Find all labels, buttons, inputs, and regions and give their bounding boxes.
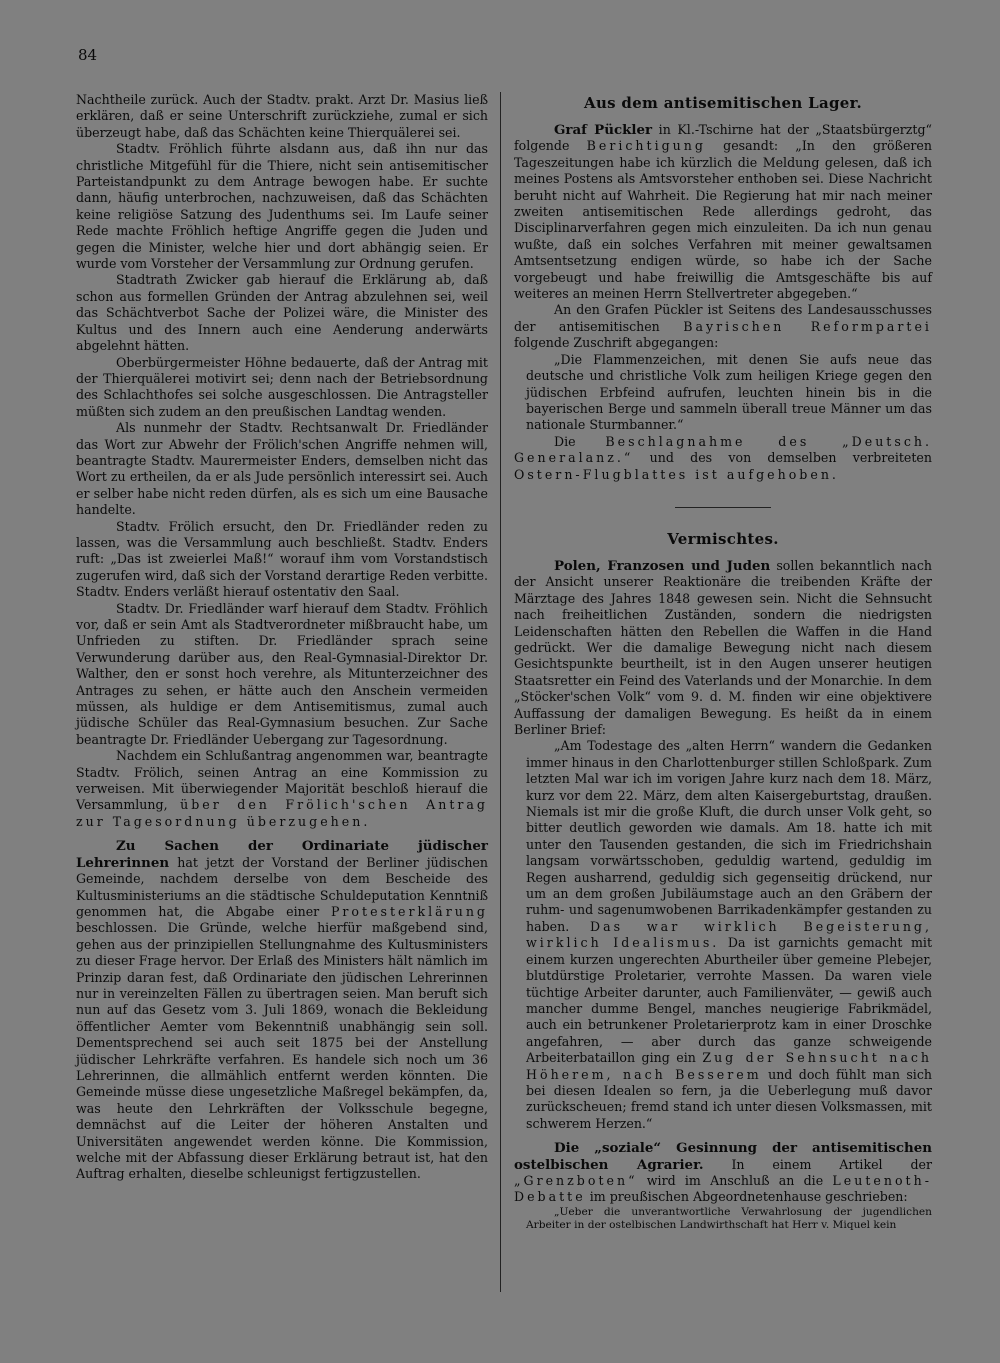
column-divider (500, 92, 501, 1292)
right-column (514, 92, 932, 1232)
article-lead: Polen, Franzosen und Juden (554, 557, 771, 574)
paragraph-text: Die (554, 433, 576, 449)
article-soziale (514, 1140, 932, 1206)
paragraph-text: hat jetzt der Vorstand der Berliner jüdischen Gemeinde, nachdem derselbe von dem Bescheide des Kultusministeriums an die städtische Schuldeputation Kenntniß genommen hat, die Abgabe einer (76, 854, 488, 919)
article-polen (514, 558, 932, 738)
page-number: 84 (78, 46, 98, 64)
paragraph: Stadtrath Zwicker gab hierauf die Erklärung ab, daß schon aus formellen Gründen der Antrag abzulehnen sei, weil das Schächtverbot Sache der Polizei wäre, die Minister des Kultus und des Innern auch eine Aenderung anderwärts abgelehnt hätten. (76, 272, 488, 354)
article-lead: Die „soziale“ Gesinnung der antisemitischen ostelbischen Agrarier. (514, 1140, 932, 1173)
paragraph (514, 434, 932, 483)
paragraph-text: In einem Artikel der (731, 1156, 932, 1172)
spaced-text: Ostern-Flugblattes ist aufgehoben. (514, 466, 839, 482)
article-lead: Zu Sachen der Ordinariate jüdischer Lehrerinnen (76, 838, 488, 871)
spaced-text: Berichtigung (586, 138, 706, 154)
quote (526, 738, 932, 1132)
spaced-text: Protesterklärung (330, 903, 488, 919)
paragraph (514, 302, 932, 351)
spaced-text: über den Frölich'schen Antrag zur Tagesordnung überzugehen. (76, 797, 488, 829)
spaced-text: „Grenzboten“ (514, 1172, 638, 1188)
left-column (76, 92, 488, 1183)
paragraph-text: beschlossen. Die Gründe, welche hierfür maßgebend sind, gehen aus der prinzipiellen Stellungnahme des Kultusministers zu dieser Frage hervor. Der Erlaß des Ministers hält nämlich im Prinzip daran fest, daß Ordinariate den jüdischen Lehrerinnen nur in vereinzelten Fällen zu übertragen seien. Man beruft sich nun auf das Gesetz vom 3. Juli 1869, wonach die Bekleidung öffentlicher Aemter vom Bekenntniß unabhängig sein soll. Dementsprechend sei auch seit 1875 bei der Anstellung jüdischer Lehrkräfte verfahren. Es handele sich noch um 36 Lehrerinnen, die allmählich entfernt werden könnten. Die Gemeinde müsse diese ungesetzliche Maßregel bekämpfen, da, was heute den Lehrkräften der Volksschule begegne, demnächst auf die Leiter der höheren Anstalten und Universitäten angewendet werden könne. Die Kommission, welche mit der Abfassung dieser Erklärung betraut ist, hat den Auftrag erhalten, dieselbe schleunigst fertigzustellen. (76, 920, 488, 1182)
paragraph-text: und des von demselben verbreiteten (649, 450, 932, 466)
paragraph-text: wird im Anschluß an die (646, 1172, 824, 1188)
paragraph-text: in Kl.-Tschirne hat der „Staatsbürgerztg“ folgende (514, 122, 932, 154)
paragraph: Nachtheile zurück. Auch der Stadtv. prakt. Arzt Dr. Masius ließ erklären, daß er seine Unterschrift zurückziehe, zumal er sich überzeugt habe, daß das Schächten keine Thierquälerei sei. (76, 92, 488, 140)
paragraph-text: Da ist garnichts gemacht mit einem kurzen ungerechten Aburtheiler über gemeine Plebejer, blutdürstige Proletarier, verrohte Massen. Da waren viele tüchtige Arbeiter darunter, auch Familienväter, — gewiß auch mancher dumme Bengel, manches neugierige Fabrikmädel, auch ein betrunkener Proletarierprotz kam in einer Droschke angefahren, — aber durch das ganze schweigende Arbeiterbataillon ging ein (526, 935, 932, 1066)
spaced-text: Zug der Sehnsucht nach Höherem, nach Besserem (526, 1050, 932, 1082)
paragraph-text: An den Grafen Pückler ist Seitens des Landesausschusses der antisemitischen (514, 302, 932, 334)
spaced-text: Das war wirklich Begeisterung, wirklich Idealismus. (526, 918, 932, 951)
paragraph-text: gesandt: „In den größeren Tageszeitungen habe ich kürzlich die Meldung gelesen, daß ich meines Postens als Amtsvorsteher enthoben sei. Diese Nachricht beruht nicht auf Wahrheit. Die Regierung hat mir nach meiner zweiten antisemitischen Rede allerdings gedroht, das Disciplinarverfahren gegen mich einzuleiten. Da ich nun genau wußte, daß ein solches Verfahren mit meiner gewaltsamen Amtsentsetzung endigen würde, so habe ich der Sache vorgebeugt und habe freiwillig die Amtsgeschäfte bis auf weiteres an meinen Herrn Stellvertreter abgegeben.“ (514, 138, 932, 302)
paragraph: Als nunmehr der Stadtv. Rechtsanwalt Dr. Friedländer das Wort zur Abwehr der Frölich'schen Angriffe nehmen will, beantragte Stadtv. Maurermeister Enders, demselben nicht das Wort zu ertheilen, da er als Jude persönlich interessirt sei. Auch er selber habe nicht reden dürfen, als es sich um eine Bausache handelte. (76, 420, 488, 518)
article-lead: Graf Pückler (554, 122, 653, 138)
paragraph-text: sollen bekanntlich nach der Ansicht unserer Reaktionäre die treibenden Kräfte der Märztage des Jahres 1848 gewesen sein. Nicht die Sehnsucht nach freiheitlichen Zuständen, sondern die niedrigsten Leidenschaften hätten den Rebellen die Waffen in die Hand gedrückt. Wer die damalige Bewegung nicht nach diesem Gesichtspunkte beurtheilt, ist in den Augen unserer heutigen Staatsretter ein Feind des Vaterlands und der Monarchie. In dem „Stöcker'schen Volk“ vom 9. d. M. finden wir eine objektivere Auffassung der damaligen Bewegung. Es heißt da in einem Berliner Brief: (514, 557, 932, 737)
article-pueckler (514, 122, 932, 302)
paragraph: Oberbürgermeister Höhne bedauerte, daß der Antrag mit der Thierquälerei motivirt sei; denn nach der Betriebsordnung des Schlachthofes sei solche ausgeschlossen. Die Antragsteller müßten sich zudem an den preußischen Landtag wenden. (76, 354, 488, 419)
section-heading-vermischtes: Vermischtes. (667, 529, 779, 548)
section-heading-lager: Aus dem antisemitischen Lager. (584, 94, 862, 112)
paragraph-text: „Am Todestage des „alten Herrn“ wandern die Gedanken immer hinaus in den Charlottenburger stillen Schloßpark. Zum letzten Mal war ich im vorigen Jahre kurz nach dem 18. März, kurz vor dem 22. März, dem alten Kaisergeburtstag, draußen. Niemals ist mir die große Kluft, die durch unser Volk geht, so bitter deutlich geworden wie damals. Am 18. hatte ich mit unter den Tausenden gestanden, die sich im Friedrichshain langsam vorwärtsschoben, geduldig wartend, geduldig im Regen ausharrend, geduldig sich gegenseitig drückend, nur um an dem großen Jubiläumstage auch an den Gräbern der ruhm- und sagenumwobenen Barrikadenkämpfer gestanden zu haben. (526, 738, 932, 934)
paragraph-text: folgende Zuschrift abgegangen: (514, 335, 719, 351)
article-zu-sachen (76, 838, 488, 1183)
paragraph: Stadtv. Frölich ersucht, den Dr. Friedländer reden zu lassen, was die Versammlung auch beschließt. Stadtv. Enders ruft: „Das ist zweierlei Maß!“ worauf ihm vom Vorstandstisch zugerufen wird, daß sich der Vorstand derartige Reden verbitte. Stadtv. Enders verläßt hierauf ostentativ den Saal. (76, 518, 488, 600)
separator-rule (675, 507, 771, 508)
paragraph-text: und doch fühlt man sich bei diesen Idealen so fern, ja die Ueberlegung muß davor zurückscheuen; fremd stand ich unter diesen Volksmassen, mit schwerem Herzen.“ (526, 1066, 932, 1131)
quote: „Die Flammenzeichen, mit denen Sie aufs neue das deutsche und christliche Volk zum heiligen Kriege gegen den jüdischen Erbfeind aufrufen, leuchten hinein bis in die bayerischen Berge und sammeln überall treue Männer um das nationale Sturmbanner.“ (526, 351, 932, 433)
paragraph: Stadtv. Dr. Friedländer warf hierauf dem Stadtv. Fröhlich vor, daß er sein Amt als Stadtverordneter mißbraucht habe, um Unfrieden zu stiften. Dr. Friedländer sprach seine Verwunderung darüber aus, den Real-Gymnasial-Direktor Dr. Walther, den er sonst hoch verehre, als Mitunterzeichner des Antrages zu sehen, er hätte auch den Anschein vermeiden müssen, als huldige er dem Antisemitismus, zumal auch jüdische Schüler das Real-Gymnasium besuchen. Zur Sache beantragte Dr. Friedländer Uebergang zur Tagesordnung. (76, 600, 488, 747)
paragraph (76, 748, 488, 830)
paragraph: Stadtv. Fröhlich führte alsdann aus, daß ihn nur das christliche Mitgefühl für die Thiere, nicht sein antisemitischer Parteistandpunkt zu dem Antrage bewogen habe. Er suchte dann, häufig unterbrochen, nachzuweisen, daß das Schächten keine religiöse Satzung des Judenthums sei. Im Laufe seiner Rede machte Fröhlich heftige Angriffe gegen die Juden und gegen die Minister, welche hier und dort abhängig seien. Er wurde vom Vorsteher der Versammlung zur Ordnung gerufen. (76, 141, 488, 272)
paragraph-text: Nachdem ein Schlußantrag angenommen war, beantragte Stadtv. Frölich, seinen Antrag an eine Kommission zu verweisen. Mit überwiegender Majorität beschloß hierauf die Versammlung, (76, 748, 488, 813)
spaced-text: Bayrischen Reformpartei (683, 318, 932, 334)
spaced-text: Beschlagnahme des „Deutsch. Generalanz.“ (514, 433, 932, 466)
quote-small: „Ueber die unverantwortliche Verwahrlosung der jugendlichen Arbeiter in der ostelbischen Landwirthschaft hat Herr v. Miquel kein (526, 1205, 932, 1231)
paragraph-text: im preußischen Abgeordnetenhause geschrieben: (589, 1189, 908, 1205)
spaced-text: Leutenoth-Debatte (514, 1172, 932, 1205)
